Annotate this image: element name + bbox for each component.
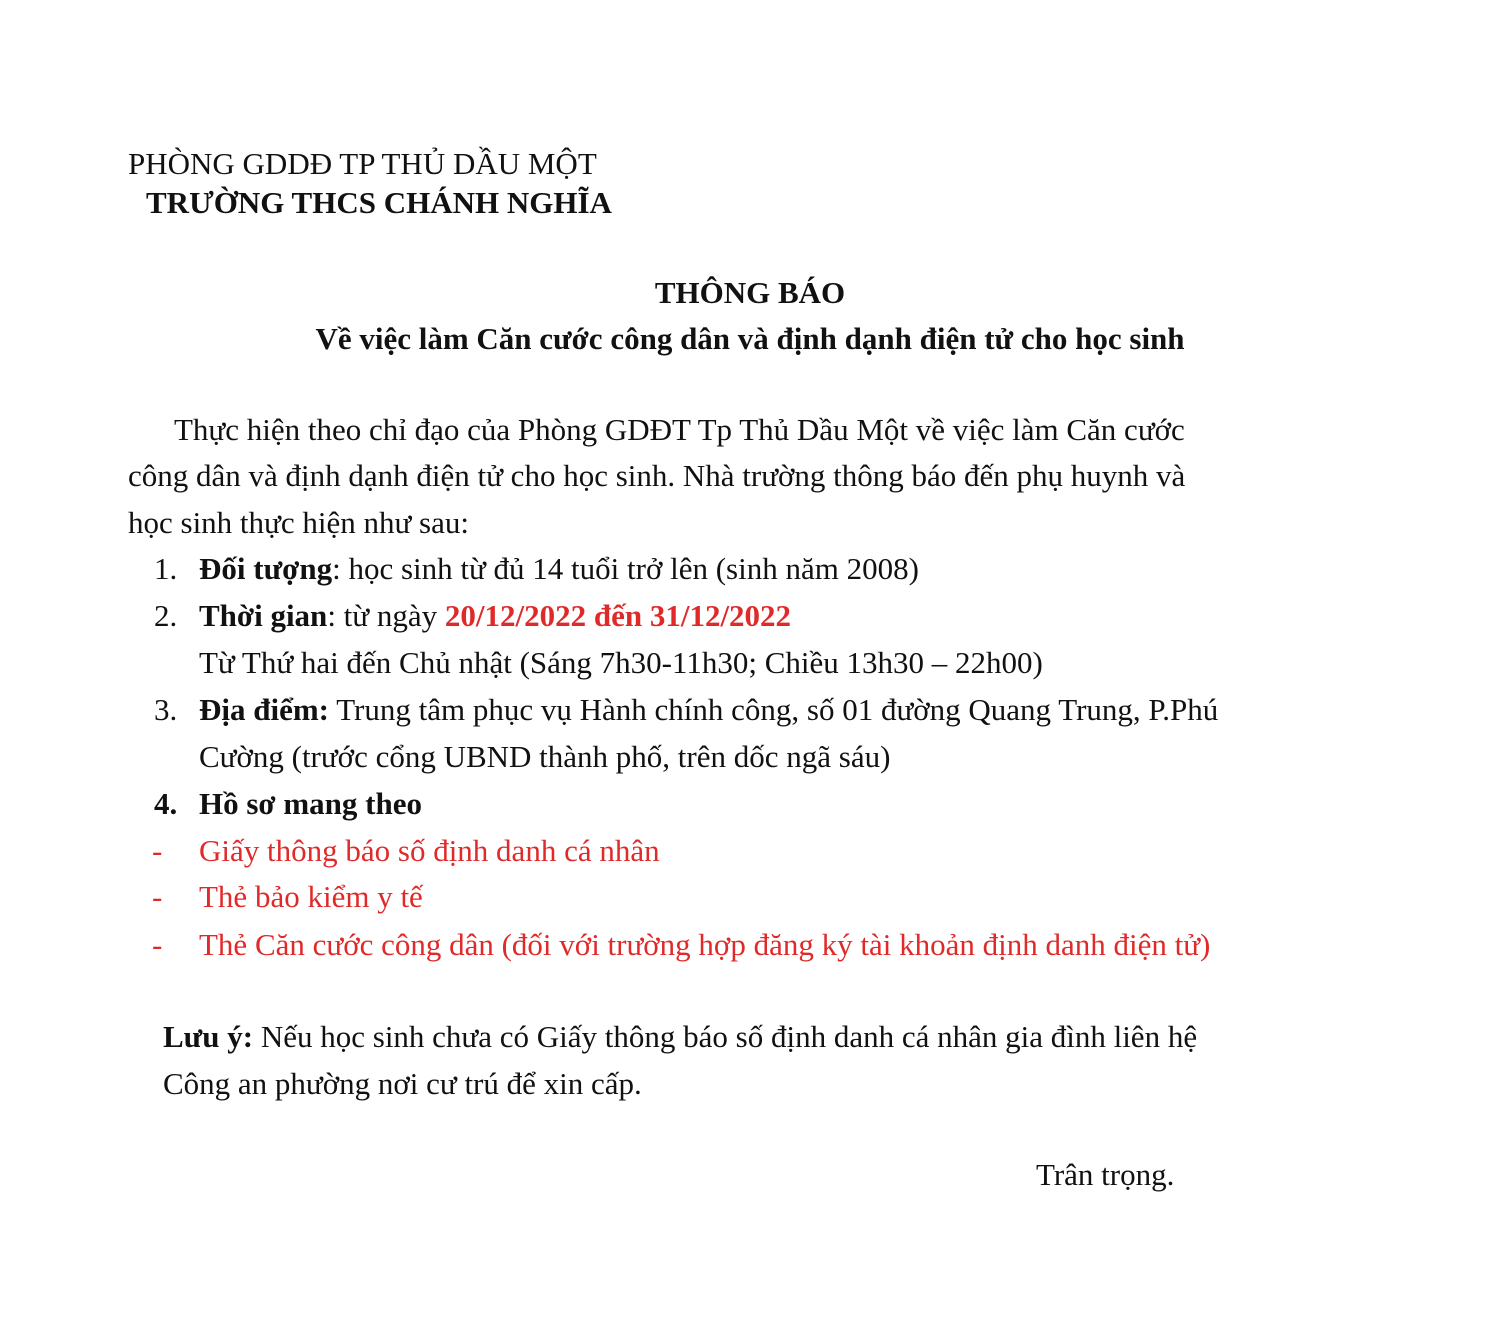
item-text-target: : học sinh từ đủ 14 tuổi trở lên (sinh năm 2008) <box>332 551 919 586</box>
document-bullet-2: - <box>152 879 163 914</box>
document-item-health-insurance: Thẻ bảo kiểm y tế <box>199 879 423 914</box>
item-text-time: : từ ngày <box>327 598 445 633</box>
school-name: TRƯỜNG THCS CHÁNH NGHĨA <box>146 185 612 220</box>
item-label-time: Thời gian <box>199 598 328 633</box>
item-label-target: Đối tượng <box>199 551 333 586</box>
item-number-4: 4. <box>154 786 178 821</box>
notice-title: THÔNG BÁO <box>654 275 846 310</box>
document-item-id-notice: Giấy thông báo số định danh cá nhân <box>199 833 660 868</box>
department-name: PHÒNG GDDĐ TP THỦ DẦU MỘT <box>128 146 597 181</box>
closing-text: Trân trọng. <box>1036 1157 1175 1192</box>
list-item-location <box>199 694 1218 725</box>
item-time-schedule: Từ Thứ hai đến Chủ nhật (Sáng 7h30-11h30; Chiều 13h30 – 22h00) <box>199 645 1043 680</box>
item-location-line-2: Cường (trước cổng UBND thành phố, trên dốc ngã sáu) <box>199 739 891 774</box>
document-bullet-1: - <box>152 833 163 868</box>
item-number-1: 1. <box>154 551 178 586</box>
document-bullet-3: - <box>152 927 163 962</box>
item-text-location: Trung tâm phục vụ Hành chính công, số 01 đường Quang Trung, P.Phú <box>329 692 1219 727</box>
date-range-highlight: 20/12/2022 đến 31/12/2022 <box>444 598 792 633</box>
item-label-location: Địa điểm: <box>199 692 330 727</box>
intro-line-2: công dân và định dạnh điện tử cho học sinh. Nhà trường thông báo đến phụ huynh và <box>128 458 1186 493</box>
item-number-2: 2. <box>154 598 178 633</box>
item-number-3: 3. <box>154 692 178 727</box>
note-line-2: Công an phường nơi cư trú để xin cấp. <box>163 1066 642 1101</box>
document-item-citizen-id: Thẻ Căn cước công dân (đối với trường hợp đăng ký tài khoản định danh điện tử) <box>199 927 1211 962</box>
note-line-1 <box>163 1021 1197 1052</box>
note-text: Nếu học sinh chưa có Giấy thông báo số định danh cá nhân gia đình liên hệ <box>253 1019 1198 1054</box>
list-item-time <box>199 600 791 631</box>
intro-line-3: học sinh thực hiện như sau: <box>128 505 469 540</box>
note-label: Lưu ý: <box>163 1019 254 1054</box>
item-label-documents: Hồ sơ mang theo <box>199 786 422 821</box>
notice-subtitle: Về việc làm Căn cước công dân và định dạnh điện tử cho học sinh <box>315 321 1185 356</box>
list-item-target <box>199 553 919 584</box>
intro-line-1: Thực hiện theo chỉ đạo của Phòng GDĐT Tp Thủ Dầu Một về việc làm Căn cước <box>174 412 1185 447</box>
